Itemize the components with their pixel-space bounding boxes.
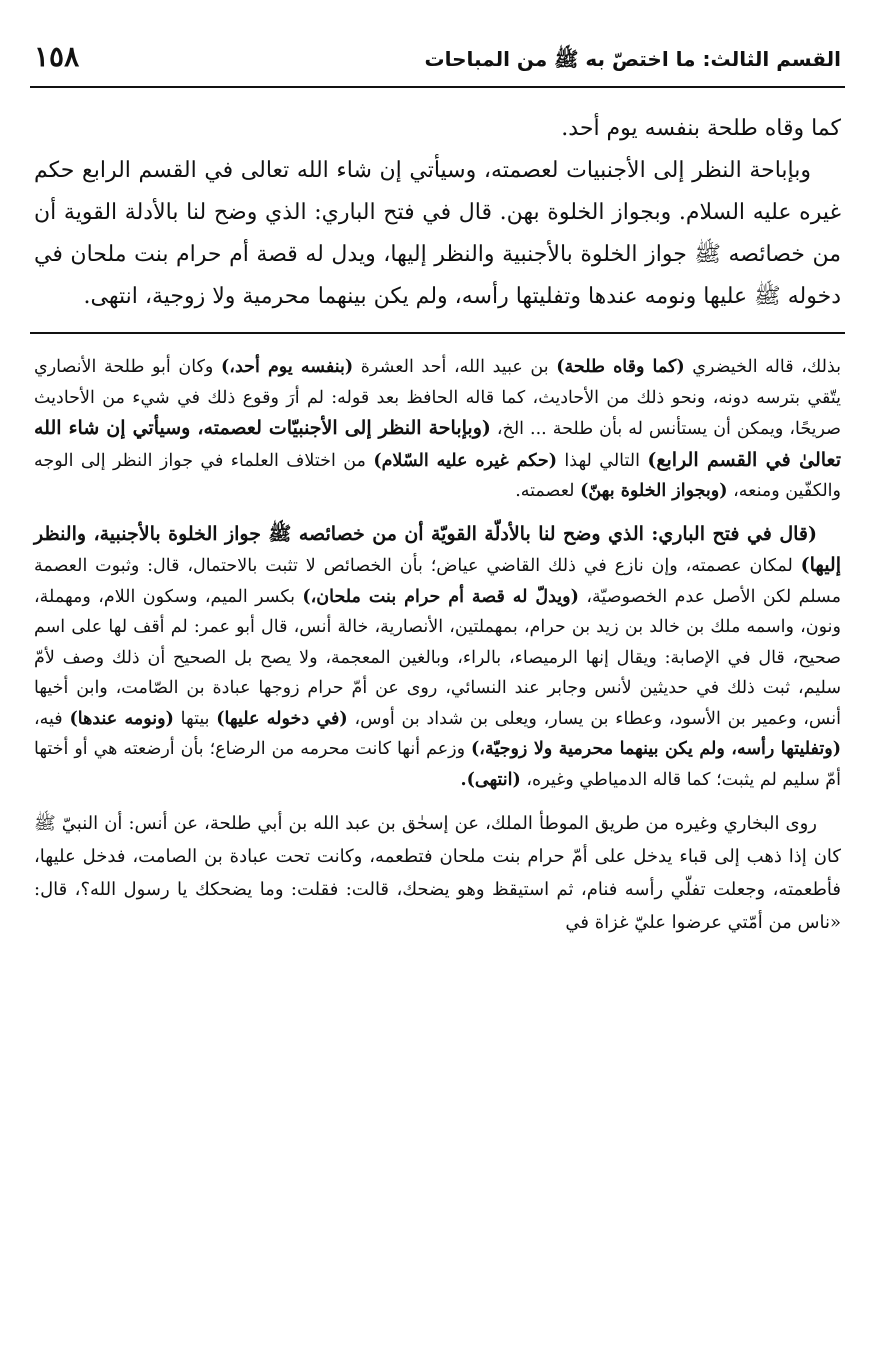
commentary-text: بيتها	[173, 708, 217, 729]
quoted-text: (ونومه عندها)	[69, 708, 174, 729]
quoted-text: (وبجواز الخلوة بهنّ)	[580, 481, 728, 501]
commentary-text: بن عبيد الله، أحد العشرة	[353, 357, 557, 377]
quoted-text: (حكم غيره عليه السّلام)	[373, 450, 558, 471]
commentary-paragraph-3: روى البخاري وغيره من طريق الموطأ الملك، عن إسحٰق بن عبد الله بن أبي طلحة، عن أنس: أن النبيّ ﷺ كان إذا ذهب إلى قباء يدخل على أمّ حرام بنت ملحان فتطعمه، وكانت تحت عبادة بن الصامت، فدخل عليها، فأطعمته، وجعلت تفلّي رأسه فنام، ثم استيقظ وهو يضحك، قالت: فقلت: وما يضحكك يا رسول الله؟، قال: «ناس من أمّتي عرضوا عليّ غزاة في	[34, 813, 841, 933]
quoted-text: (وتفليتها رأسه، ولم يكن بينهما محرمية ولا زوجيّة،)	[471, 739, 841, 759]
commentary-text: بكسر الميم، وسكون اللام، ومهملة، ونون، واسمه ملك بن خالد بن زيد بن حرام، بمهملتين، الأنصارية، خالة أنس، قال أبو عمر: لم أقف لها على اسم صحيح، قال في الإصابة: ويقال إنها الرميصاء، بالراء، وبالغين المعجمة، ولا يصح بل الصحيح أن ذلك وصف لأمّ سليم، ثبت ذلك في حديثين لأنس وجابر عند النسائي، روى عن أمّ حرام زوجها عبادة بن الصّامت، وابن أخيها أنس، وعمير بن الأسود، وعطاء بن يسار، ويعلى بن شداد بن أوس،	[34, 586, 841, 729]
page-number: ١٥٨	[34, 40, 80, 73]
running-title: القسم الثالث: ما اختصّ به ﷺ من المباحات	[424, 47, 841, 71]
commentary-text: التالي لهذا	[557, 450, 648, 471]
commentary	[30, 334, 845, 939]
quoted-text: (في دخوله عليها)	[216, 708, 348, 729]
main-paragraph-2: وبإباحة النظر إلى الأجنبيات لعصمته، وسيأتي إن شاء الله تعالى في القسم الرابع حكم غيره عليه السلام. وبجواز الخلوة بهن. قال في فتح الباري: الذي وضح لنا بالأدلة القوية أن من خصائصه ﷺ جواز الخلوة بالأجنبية والنظر إليها، ويدل له قصة أم حرام بنت ملحان في دخوله ﷺ عليها ونومه عندها وتفليتها رأسه، ولم يكن بينهما محرمية ولا زوجية، انتهى.	[34, 158, 841, 309]
commentary-text: بذلك، قاله الخيضري	[684, 357, 841, 377]
commentary-text: من اختلاف العلماء في جواز النظر إلى الوجه والكفّين ومنعه،	[34, 450, 841, 501]
page-header	[30, 40, 845, 88]
commentary-text: وكان أبو طلحة الأنصاري يتّقي بترسه دونه، ونحو ذلك من الأحاديث، كما قاله الحافظ بعد قوله: لم أرَ وقوع ذلك في شيء من الأحاديث صريحًا، ويمكن أن يستأنس له بأن طلحة ... الخ،	[34, 357, 842, 439]
book-page	[30, 40, 845, 951]
commentary-text: فيه،	[34, 708, 70, 729]
main-paragraph-1: كما وقاه طلحة بنفسه يوم أحد.	[561, 116, 841, 141]
quoted-text: (وبإباحة النظر إلى الأجنبيّات لعصمته، وسيأتي إن شاء الله تعالىٰ في القسم الرابع)	[34, 417, 841, 471]
commentary-text: وزعم أنها كانت محرمه من الرضاع؛ بأن أرضعته هي أو أختها أمّ سليم لم يثبت؛ كما قاله الدمياطي وغيره،	[34, 739, 841, 790]
main-text	[30, 88, 845, 318]
commentary-paragraph-2	[34, 519, 841, 796]
quoted-text: (بنفسه يوم أحد،)	[221, 357, 354, 377]
quoted-text: (كما وقاه طلحة)	[556, 357, 685, 377]
commentary-paragraph-1	[34, 352, 841, 507]
quoted-text: (ويدلّ له قصة أم حرام بنت ملحان،)	[302, 586, 579, 607]
commentary-text: لمكان عصمته، وإن نازع في ذلك القاضي عياض؛ بأن الخصائص لا تثبت بالاحتمال، قال: وثبوت العصمة مسلم لكن الأصل عدم الخصوصيّة،	[34, 556, 842, 607]
commentary-text: لعصمته.	[515, 481, 581, 501]
quoted-text: (قال في فتح الباري: الذي وضح لنا بالأدلّة القويّة أن من خصائصه ﷺ جواز الخلوة بالأجنبية، والنظر إليها)	[34, 522, 841, 576]
quoted-text: (انتهى).	[460, 769, 521, 790]
